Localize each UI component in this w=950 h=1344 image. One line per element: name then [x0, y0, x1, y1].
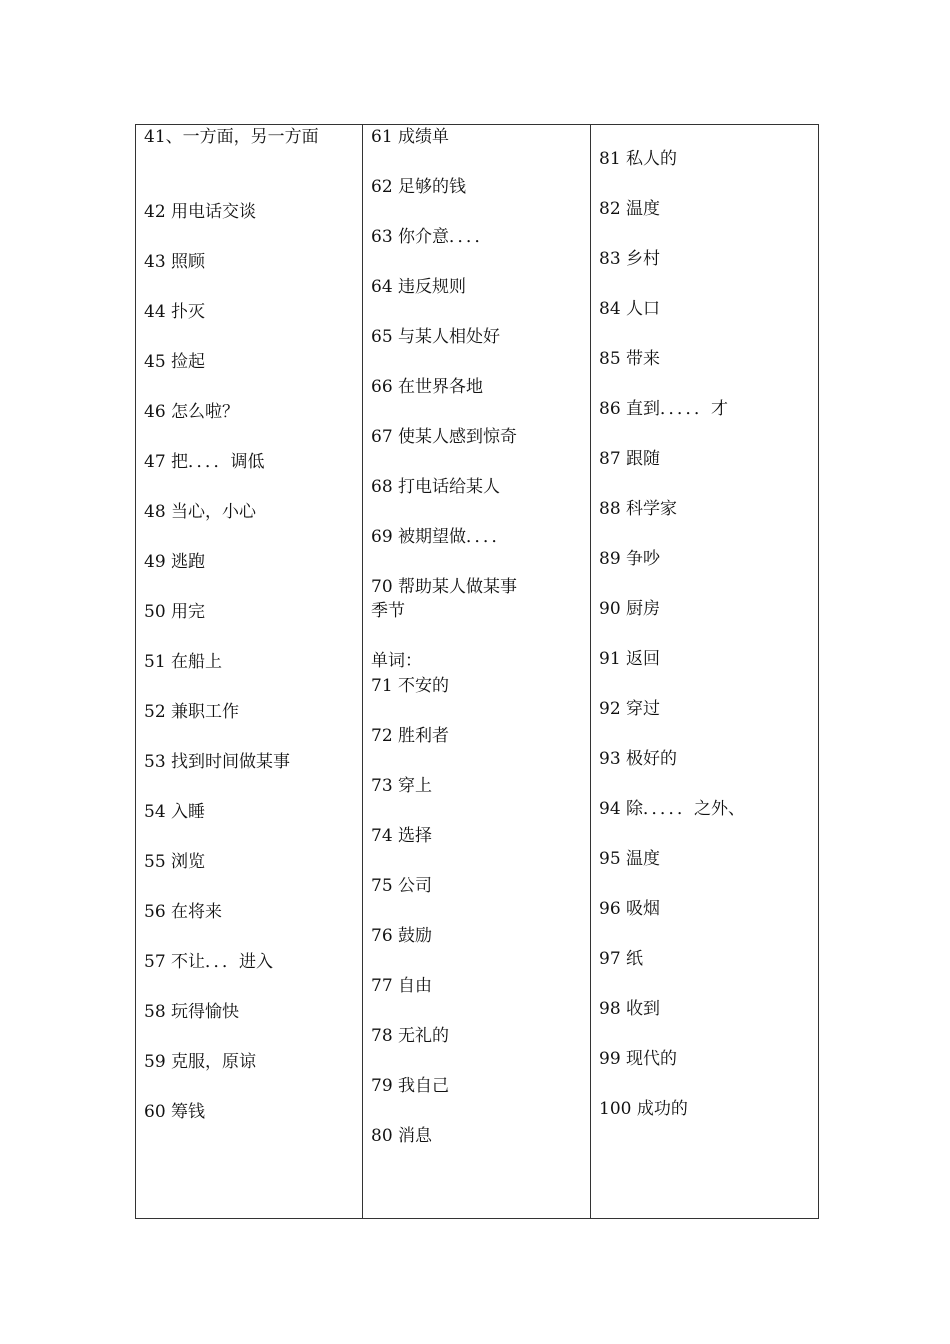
table-column-1	[136, 125, 363, 1219]
list-item: 97 纸	[599, 949, 644, 969]
list-item: 62 足够的钱	[371, 177, 467, 197]
list-item: 58 玩得愉快	[144, 1002, 240, 1022]
list-item: 45 捡起	[144, 352, 206, 372]
list-item: 42 用电话交谈	[144, 202, 257, 222]
list-item: 93 极好的	[599, 749, 678, 769]
list-item: 96 吸烟	[599, 899, 661, 919]
list-item: 81 私人的	[599, 149, 678, 169]
list-item: 54 入睡	[144, 802, 206, 822]
list-item: 73 穿上	[371, 776, 433, 796]
list-item: 季节	[371, 601, 405, 621]
table-column-3	[591, 125, 819, 1219]
column-3-entries	[591, 125, 818, 1218]
list-item: 99 现代的	[599, 1049, 678, 1069]
list-item: 87 跟随	[599, 449, 661, 469]
list-item: 78 无礼的	[371, 1026, 450, 1046]
list-item: 80 消息	[371, 1126, 433, 1146]
list-item: 44 扑灭	[144, 302, 206, 322]
list-item: 68 打电话给某人	[371, 477, 501, 497]
list-item: 77 自由	[371, 976, 433, 996]
list-item: 52 兼职工作	[144, 702, 240, 722]
list-item: 单词：	[371, 651, 422, 671]
list-item: 95 温度	[599, 849, 661, 869]
list-item: 67 使某人感到惊奇	[371, 427, 518, 447]
list-item: 55 浏览	[144, 852, 206, 872]
list-item: 41、一方面，另一方面	[144, 127, 319, 147]
list-item: 94 除．．．．．之外、	[599, 799, 746, 819]
list-item: 46 怎么啦？	[144, 402, 240, 422]
table-column-2	[363, 125, 591, 1219]
column-2-entries	[363, 125, 590, 1218]
list-item: 48 当心，小心	[144, 502, 257, 522]
list-item: 57 不让．．．进入	[144, 952, 274, 972]
list-item: 49 逃跑	[144, 552, 206, 572]
list-item: 89 争吵	[599, 549, 661, 569]
list-item: 85 带来	[599, 349, 661, 369]
vocabulary-table	[135, 124, 819, 1219]
list-item: 70 帮助某人做某事	[371, 577, 518, 597]
list-item: 84 人口	[599, 299, 661, 319]
list-item: 86 直到．．．．．才	[599, 399, 729, 419]
list-item: 98 收到	[599, 999, 661, 1019]
list-item: 53 找到时间做某事	[144, 752, 291, 772]
list-item: 51 在船上	[144, 652, 223, 672]
list-item: 69 被期望做．．．．	[371, 527, 509, 547]
list-item: 75 公司	[371, 876, 433, 896]
list-item: 79 我自己	[371, 1076, 450, 1096]
list-item: 76 鼓励	[371, 926, 433, 946]
list-item: 60 筹钱	[144, 1102, 206, 1122]
list-item: 47 把．．．．调低	[144, 452, 265, 472]
list-item: 43 照顾	[144, 252, 206, 272]
list-item: 92 穿过	[599, 699, 661, 719]
list-item: 83 乡村	[599, 249, 661, 269]
table-row	[136, 125, 819, 1219]
list-item: 71 不安的	[371, 676, 450, 696]
list-item: 91 返回	[599, 649, 661, 669]
list-item: 63 你介意．．．．	[371, 227, 492, 247]
list-item: 66 在世界各地	[371, 377, 484, 397]
list-item: 56 在将来	[144, 902, 223, 922]
list-item: 82 温度	[599, 199, 661, 219]
list-item: 74 选择	[371, 826, 433, 846]
list-item: 72 胜利者	[371, 726, 450, 746]
list-item: 90 厨房	[599, 599, 661, 619]
list-item: 50 用完	[144, 602, 206, 622]
list-item: 65 与某人相处好	[371, 327, 501, 347]
column-1-entries	[136, 125, 362, 1218]
list-item: 61 成绩单	[371, 127, 450, 147]
list-item: 100 成功的	[599, 1099, 688, 1119]
list-item: 88 科学家	[599, 499, 678, 519]
list-item: 64 违反规则	[371, 277, 467, 297]
list-item: 59 克服，原谅	[144, 1052, 257, 1072]
